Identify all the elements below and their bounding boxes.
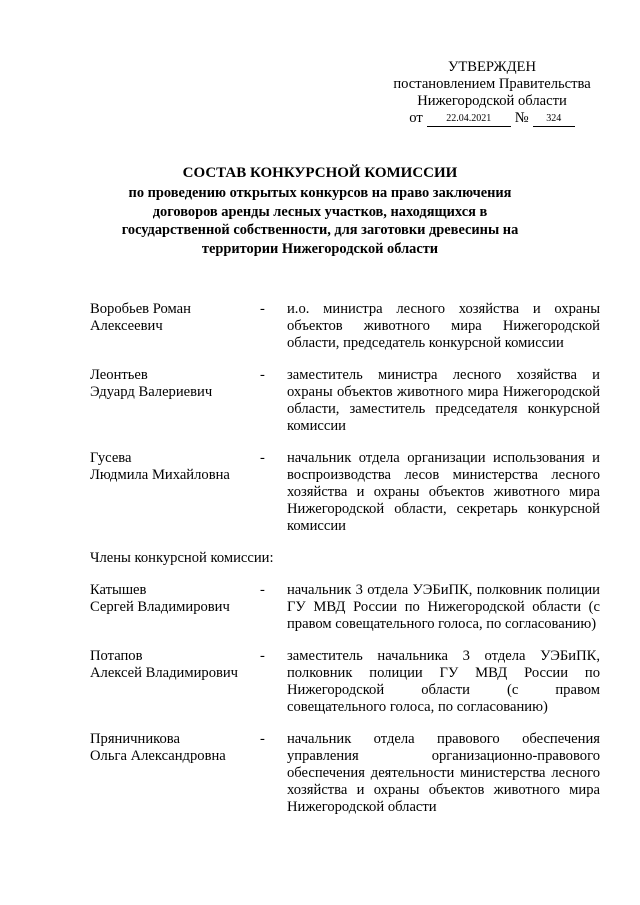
document-subtitle-line: по проведению открытых конкурсов на право заключения — [128, 185, 512, 201]
member-name — [90, 731, 260, 765]
member-name-line-2: Алексеевич — [90, 318, 163, 334]
approval-stamp — [384, 59, 600, 127]
commission-roster — [90, 301, 600, 816]
member-name-line-1: Воробьев Роман — [90, 301, 191, 317]
approval-line-1: постановлением Правительства — [393, 76, 591, 92]
member-name-line-1: Пряничникова — [90, 731, 180, 747]
member-name-line-1: Катышев — [90, 582, 147, 598]
member-entry — [90, 450, 600, 535]
member-role: заместитель начальника 3 отдела УЭБиПК, полковник полиции ГУ МВД России по Нижегородской области (с правом совещательного голоса, по согласованию) — [287, 648, 600, 715]
member-name-line-1: Леонтьев — [90, 367, 148, 383]
approval-title: УТВЕРЖДЕН — [448, 59, 536, 75]
approval-date-line — [384, 110, 600, 127]
member-role: начальник отдела организации использования и воспроизводства лесов министерства лесного хозяйства и охраны объектов животного мира Нижегородской области, секретарь конкурсной комиссии — [287, 450, 600, 534]
approval-from-label: от — [409, 110, 423, 126]
member-name — [90, 367, 260, 401]
member-name-line-2: Людмила Михайловна — [90, 467, 230, 483]
member-entry — [90, 731, 600, 816]
member-entry — [90, 582, 600, 633]
member-role: и.о. министра лесного хозяйства и охраны объектов животного мира Нижегородской области, председатель конкурсной комиссии — [287, 301, 600, 351]
member-name — [90, 450, 260, 484]
member-name-line-2: Сергей Владимирович — [90, 599, 230, 615]
document-title: СОСТАВ КОНКУРСНОЙ КОМИССИИ — [182, 165, 458, 181]
member-dash: - — [260, 301, 265, 317]
member-name-line-2: Алексей Владимирович — [90, 665, 239, 681]
member-entry — [90, 301, 600, 352]
document-heading — [60, 164, 580, 258]
member-dash: - — [260, 648, 265, 664]
document-subtitle-line: договоров аренды лесных участков, находящихся в — [152, 203, 488, 220]
approval-date: 22.04.2021 — [427, 113, 511, 127]
approval-number: 324 — [533, 113, 575, 127]
member-name-line-1: Потапов — [90, 648, 143, 664]
member-role: заместитель министра лесного хозяйства и охраны объектов животного мира Нижегородской области, заместитель председателя конкурсной комиссии — [287, 367, 600, 434]
member-name — [90, 301, 260, 335]
document-subtitle-line: государственной собственности, для заготовки древесины на — [121, 222, 519, 238]
member-dash: - — [260, 450, 265, 466]
member-dash: - — [260, 582, 265, 598]
member-name — [90, 582, 260, 616]
member-name — [90, 648, 260, 682]
member-name-line-2: Эдуард Валериевич — [90, 384, 213, 400]
member-entry — [90, 648, 600, 716]
approval-number-label: № — [514, 110, 529, 126]
members-label: Члены конкурсной комиссии: — [90, 550, 274, 566]
document-subtitle-line: территории Нижегородской области — [201, 240, 439, 257]
member-role: начальник отдела правового обеспечения управления организационно-правового обеспечения деятельности министерства лесного хозяйства и охраны объектов животного мира Нижегородской области — [287, 731, 600, 815]
member-dash: - — [260, 731, 265, 747]
member-entry — [90, 367, 600, 435]
member-name-line-2: Ольга Александровна — [90, 748, 226, 764]
member-role: начальник 3 отдела УЭБиПК, полковник полиции ГУ МВД России по Нижегородской области (с правом совещательного голоса, по согласованию) — [287, 582, 600, 632]
member-dash: - — [260, 367, 265, 383]
member-name-line-1: Гусева — [90, 450, 132, 466]
approval-line-2: Нижегородской области — [417, 93, 567, 109]
